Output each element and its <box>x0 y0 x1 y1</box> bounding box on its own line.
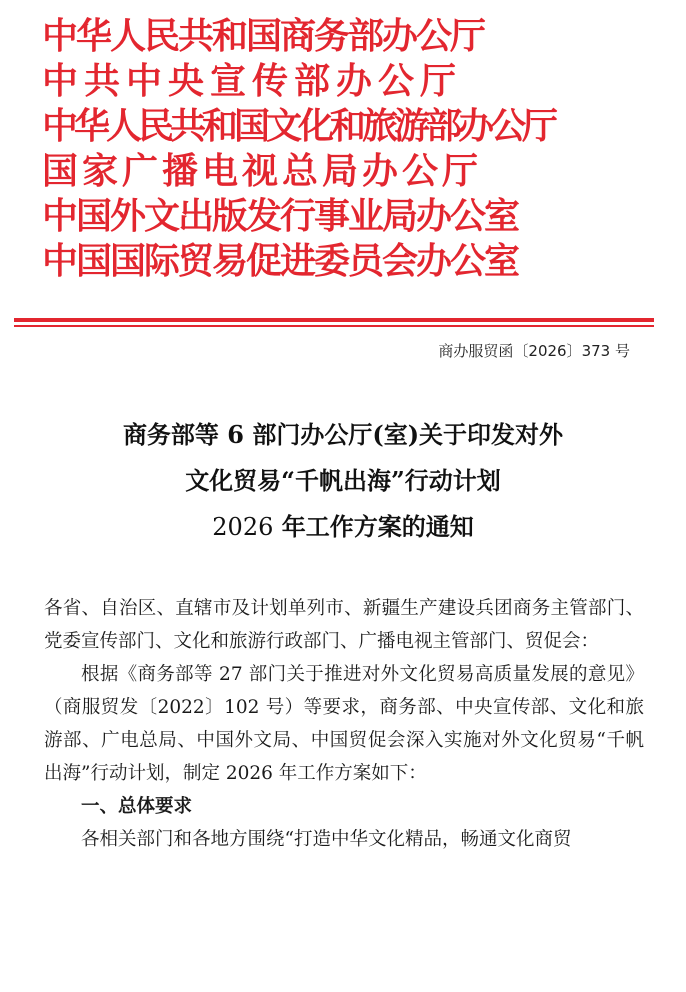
title-line-1: 商务部等 6 部门办公厅(室)关于印发对外 <box>122 420 564 449</box>
addressees: 各省、自治区、直辖市及计划单列市、新疆生产建设兵团商务主管部门、党委宣传部门、文化和旅游行政部门、广播电视主管部门、贸促会： <box>44 598 644 652</box>
document-title <box>40 412 646 550</box>
document-body <box>44 592 644 856</box>
body-paragraph: 根据《商务部等 27 部门关于推进对外文化贸易高质量发展的意见》（商服贸发〔2022〕102 号）等要求，商务部、中央宣传部、文化和旅游部、广电总局、中国外文局、中国贸促会深入实施对外文化贸易“千帆出海”行动计划，制定 2026 年工作方案如下： <box>44 664 644 784</box>
title-line-3-text: 年工作方案的通知 <box>273 512 474 541</box>
title-line-2: 文化贸易“千帆出海”行动计划 <box>185 466 501 495</box>
letterhead-divider <box>14 318 654 322</box>
title-line-3 <box>40 504 646 550</box>
letterhead <box>42 14 642 284</box>
issuer-line: 中国外文出版发行事业局办公室 <box>42 195 519 237</box>
issuer-line: 中国国际贸易促进委员会办公室 <box>42 240 519 282</box>
issuer-line: 国家广播电视总局办公厅 <box>42 150 483 192</box>
document-number: 商办服贸函〔2026〕373 号 <box>438 342 630 360</box>
issuer-line: 中华人民共和国文化和旅游部办公厅 <box>42 105 555 147</box>
title-year: 2026 <box>212 513 274 541</box>
body-paragraph: 各相关部门和各地方围绕“打造中华文化精品，畅通文化商贸 <box>81 829 572 850</box>
letterhead-divider-thin <box>14 325 654 327</box>
issuer-line: 中华人民共和国商务部办公厅 <box>42 15 485 57</box>
section-heading: 一、总体要求 <box>81 796 193 817</box>
issuer-line: 中共中央宣传部办公厅 <box>42 60 463 102</box>
